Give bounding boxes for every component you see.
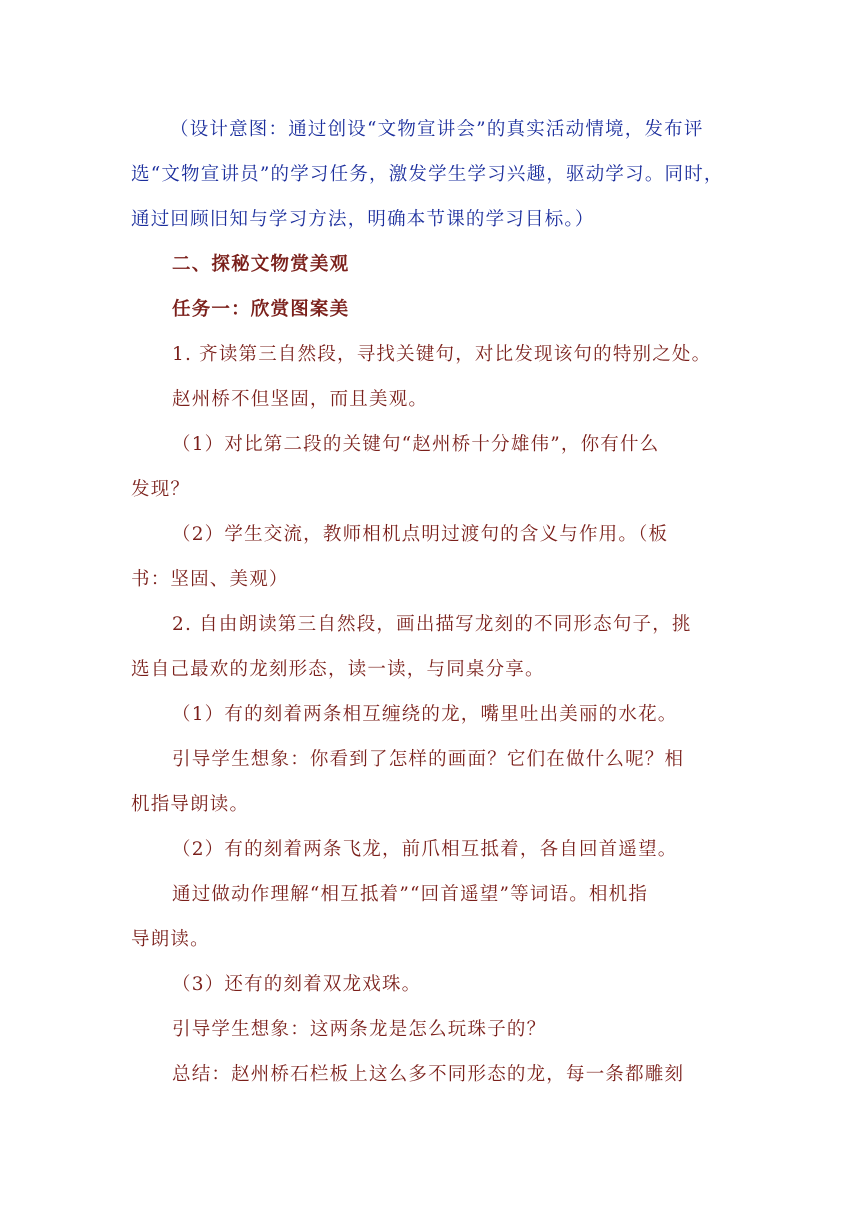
paragraph-step-2-line-1: 2. 自由朗读第三自然段，画出描写龙刻的不同形态句子，挑 xyxy=(172,614,692,635)
paragraph-summary: 总结：赵州桥石栏板上这么多不同形态的龙，每一条都雕刻 xyxy=(172,1064,685,1085)
design-intent-line-1: （设计意图：通过创设“文物宣讲会”的真实活动情境，发布评 xyxy=(170,119,704,140)
paragraph-key-sentence: 赵州桥不但坚固，而且美观。 xyxy=(172,389,429,410)
paragraph-dragon-2: （2）有的刻着两条飞龙，前爪相互抵着，各自回首遥望。 xyxy=(172,839,678,860)
paragraph-step-2-line-2: 选自己最欢的龙刻形态，读一读，与同桌分享。 xyxy=(131,659,545,680)
paragraph-imagine-1-line-1: 引导学生想象：你看到了怎样的画面？它们在做什么呢？相 xyxy=(172,749,685,770)
design-intent-line-3: 通过回顾旧知与学习方法，明确本节课的学习目标。） xyxy=(131,209,595,230)
paragraph-action-line-2: 导朗读。 xyxy=(131,929,210,950)
paragraph-step-1: 1. 齐读第三自然段，寻找关键句，对比发现该句的特别之处。 xyxy=(172,344,712,365)
section-heading: 二、探秘文物赏美观 xyxy=(172,254,350,275)
paragraph-dragon-1: （1）有的刻着两条相互缠绕的龙，嘴里吐出美丽的水花。 xyxy=(172,704,678,725)
design-intent-line-2: 选“文物宣讲员”的学习任务，激发学生学习兴趣，驱动学习。同时， xyxy=(131,164,724,185)
paragraph-action-line-1: 通过做动作理解“相互抵着”“回首遥望”等词语。相机指 xyxy=(172,884,649,905)
paragraph-compare-line-2: 发现？ xyxy=(131,479,191,500)
paragraph-compare-line-1: （1）对比第二段的关键句“赵州桥十分雄伟”，你有什么 xyxy=(172,434,660,455)
paragraph-dragon-3: （3）还有的刻着双龙戏珠。 xyxy=(172,974,422,995)
paragraph-exchange-line-1: （2）学生交流，教师相机点明过渡句的含义与作用。（板 xyxy=(172,524,669,545)
task-heading: 任务一：欣赏图案美 xyxy=(172,299,350,320)
paragraph-imagine-1-line-2: 机指导朗读。 xyxy=(131,794,250,815)
paragraph-imagine-2: 引导学生想象：这两条龙是怎么玩珠子的？ xyxy=(172,1019,547,1040)
paragraph-exchange-line-2: 书：坚固、美观） xyxy=(131,569,289,590)
